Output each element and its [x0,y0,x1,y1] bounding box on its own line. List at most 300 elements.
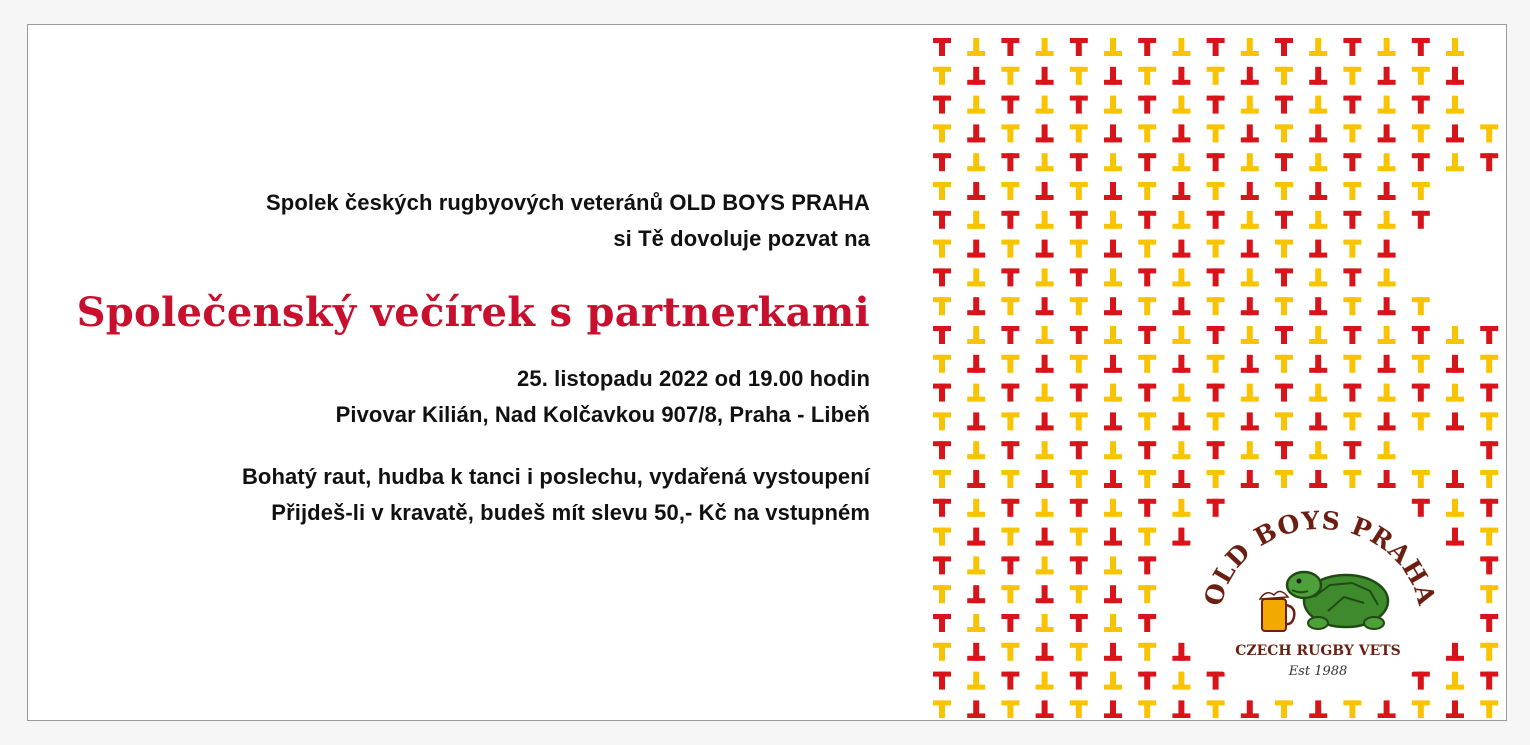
t-glyph-decoration [1138,67,1156,85]
t-glyph-decoration [1138,384,1156,402]
t-glyph-decoration [1001,297,1019,315]
t-glyph-decoration [1241,182,1259,200]
t-glyph-decoration [1172,268,1190,286]
t-glyph-decoration [967,643,985,661]
t-glyph-decoration [1343,384,1361,402]
t-glyph-decoration [933,614,951,632]
t-glyph-decoration [1378,700,1396,718]
t-glyph-decoration [1104,700,1122,718]
t-glyph-decoration [1138,38,1156,56]
t-glyph-decoration [1207,67,1225,85]
t-glyph-decoration [1036,211,1054,229]
t-glyph-decoration [1480,614,1498,632]
t-glyph-decoration [1480,412,1498,430]
t-glyph-decoration [1480,528,1498,546]
t-glyph-decoration [1001,412,1019,430]
t-glyph-decoration [1036,384,1054,402]
t-glyph-decoration [1036,153,1054,171]
discount-line: Přijdeš-li v kravatě, budeš mít slevu 50,- Kč na vstupném [271,500,870,525]
t-glyph-decoration [1001,211,1019,229]
t-glyph-decoration [1275,326,1293,344]
t-glyph-decoration [1207,211,1225,229]
t-glyph-decoration [933,268,951,286]
t-glyph-decoration [1309,355,1327,373]
t-glyph-decoration [1275,412,1293,430]
t-glyph-decoration [1480,124,1498,142]
t-glyph-decoration [1070,528,1088,546]
t-glyph-decoration [1138,672,1156,690]
t-glyph-decoration [1378,153,1396,171]
t-glyph-decoration [1275,470,1293,488]
t-glyph-decoration [1275,67,1293,85]
t-glyph-decoration [1241,297,1259,315]
t-glyph-decoration [1172,38,1190,56]
t-glyph-decoration [1001,182,1019,200]
t-glyph-decoration [1070,297,1088,315]
t-glyph-decoration [1343,211,1361,229]
t-glyph-decoration [1241,384,1259,402]
t-glyph-decoration [1036,240,1054,258]
t-glyph-decoration [933,38,951,56]
t-glyph-decoration [1070,96,1088,114]
t-glyph-decoration [1241,240,1259,258]
t-glyph-decoration [1104,441,1122,459]
t-glyph-decoration [1001,499,1019,517]
t-glyph-decoration [967,38,985,56]
t-glyph-decoration [1378,96,1396,114]
t-glyph-decoration [1207,96,1225,114]
t-glyph-decoration [1138,585,1156,603]
t-glyph-decoration [1412,67,1430,85]
t-glyph-decoration [1172,355,1190,373]
logo-arc-text: OLD BOYS PRAHA [1198,505,1442,609]
t-glyph-decoration [1036,355,1054,373]
t-glyph-decoration [1036,182,1054,200]
t-glyph-decoration [967,211,985,229]
t-glyph-decoration [1446,355,1464,373]
t-glyph-decoration [1378,326,1396,344]
t-glyph-decoration [1036,614,1054,632]
t-glyph-decoration [1343,441,1361,459]
t-glyph-decoration [1001,528,1019,546]
t-glyph-decoration [1138,441,1156,459]
t-glyph-decoration [1104,240,1122,258]
t-glyph-decoration [1138,614,1156,632]
t-glyph-decoration [1104,470,1122,488]
t-glyph-decoration [933,297,951,315]
t-glyph-decoration [1275,96,1293,114]
t-glyph-decoration [1446,470,1464,488]
t-glyph-decoration [1412,182,1430,200]
t-glyph-decoration [1343,153,1361,171]
t-glyph-decoration [1138,700,1156,718]
t-glyph-decoration [967,297,985,315]
t-glyph-decoration [1412,124,1430,142]
t-glyph-decoration [933,643,951,661]
t-glyph-decoration [1378,412,1396,430]
t-glyph-decoration [1001,643,1019,661]
t-glyph-decoration [933,326,951,344]
t-glyph-decoration [1001,614,1019,632]
t-glyph-decoration [933,412,951,430]
t-glyph-decoration [1241,326,1259,344]
t-glyph-decoration [1070,643,1088,661]
t-glyph-decoration [1241,96,1259,114]
logo-established: Est 1988 [1288,664,1348,679]
t-glyph-decoration [1343,297,1361,315]
t-glyph-decoration [1207,700,1225,718]
t-glyph-decoration [1446,384,1464,402]
t-glyph-decoration [1446,124,1464,142]
t-glyph-decoration [1070,326,1088,344]
t-glyph-decoration [1480,470,1498,488]
t-glyph-decoration [1309,441,1327,459]
t-glyph-decoration [1412,38,1430,56]
t-glyph-decoration [1036,268,1054,286]
t-glyph-decoration [1070,556,1088,574]
t-glyph-decoration [1104,268,1122,286]
t-glyph-decoration [1104,556,1122,574]
t-glyph-decoration [967,326,985,344]
t-glyph-decoration [1172,240,1190,258]
t-glyph-decoration [1104,384,1122,402]
t-glyph-decoration [1309,384,1327,402]
t-glyph-decoration [1104,326,1122,344]
t-glyph-decoration [1070,124,1088,142]
t-glyph-decoration [933,528,951,546]
t-glyph-decoration [1070,384,1088,402]
t-glyph-decoration [1480,355,1498,373]
t-glyph-decoration [1241,470,1259,488]
t-glyph-decoration [1001,67,1019,85]
t-glyph-decoration [1070,672,1088,690]
t-glyph-decoration [933,499,951,517]
t-glyph-decoration [1412,412,1430,430]
t-glyph-decoration [967,182,985,200]
t-glyph-decoration [1070,499,1088,517]
t-glyph-decoration [933,672,951,690]
program-line: Bohatý raut, hudba k tanci i poslechu, vydařená vystoupení [241,464,870,489]
t-glyph-decoration [1343,182,1361,200]
t-glyph-decoration [1070,182,1088,200]
t-glyph-decoration [1104,614,1122,632]
t-glyph-decoration [1207,355,1225,373]
t-glyph-decoration [1104,643,1122,661]
t-glyph-decoration [1172,441,1190,459]
t-glyph-decoration [1172,96,1190,114]
t-glyph-decoration [967,355,985,373]
t-glyph-decoration [1378,38,1396,56]
t-glyph-decoration [1343,96,1361,114]
t-glyph-decoration [1309,182,1327,200]
t-glyph-decoration [1446,326,1464,344]
t-glyph-decoration [967,700,985,718]
t-glyph-decoration [1138,297,1156,315]
t-glyph-decoration [967,441,985,459]
t-glyph-decoration [967,528,985,546]
t-glyph-decoration [1036,528,1054,546]
t-glyph-decoration [1207,326,1225,344]
t-glyph-decoration [1104,672,1122,690]
t-glyph-decoration [1343,412,1361,430]
t-glyph-decoration [967,412,985,430]
t-glyph-decoration [933,240,951,258]
t-glyph-decoration [1241,67,1259,85]
t-glyph-decoration [1343,268,1361,286]
t-glyph-decoration [1036,499,1054,517]
t-glyph-decoration [1275,182,1293,200]
t-glyph-decoration [1275,211,1293,229]
t-glyph-decoration [1104,38,1122,56]
t-glyph-decoration [1001,441,1019,459]
t-glyph-decoration [1138,643,1156,661]
t-glyph-decoration [1104,96,1122,114]
t-glyph-decoration [1378,67,1396,85]
old-boys-praha-logo [1168,493,1468,698]
t-glyph-decoration [1138,268,1156,286]
t-glyph-decoration [967,384,985,402]
t-glyph-decoration [1001,470,1019,488]
t-glyph-decoration [1241,268,1259,286]
t-glyph-decoration [967,153,985,171]
t-glyph-decoration [1275,700,1293,718]
t-glyph-decoration [1446,412,1464,430]
t-glyph-decoration [1172,384,1190,402]
t-glyph-decoration [1480,556,1498,574]
t-glyph-decoration [1104,499,1122,517]
t-glyph-decoration [1480,384,1498,402]
t-glyph-decoration [1001,240,1019,258]
t-glyph-decoration [1309,412,1327,430]
t-glyph-decoration [1309,38,1327,56]
t-glyph-decoration [1275,38,1293,56]
invitation-text [50,185,870,531]
t-glyph-decoration [1241,700,1259,718]
t-glyph-decoration [1275,124,1293,142]
t-glyph-decoration [1378,182,1396,200]
t-glyph-decoration [967,96,985,114]
t-glyph-decoration [933,585,951,603]
t-glyph-decoration [1275,384,1293,402]
t-glyph-decoration [1104,124,1122,142]
t-glyph-decoration [1001,556,1019,574]
t-glyph-decoration [1001,672,1019,690]
t-glyph-decoration [1309,153,1327,171]
t-glyph-decoration [1172,153,1190,171]
t-glyph-decoration [1070,585,1088,603]
t-glyph-decoration [1343,124,1361,142]
t-glyph-decoration [1138,153,1156,171]
t-glyph-decoration [1172,67,1190,85]
t-glyph-decoration [1378,268,1396,286]
t-glyph-decoration [1104,297,1122,315]
t-glyph-decoration [1241,441,1259,459]
t-glyph-decoration [1207,441,1225,459]
t-glyph-decoration [1036,67,1054,85]
t-glyph-decoration [1070,268,1088,286]
t-glyph-decoration [967,124,985,142]
t-glyph-decoration [1104,67,1122,85]
t-glyph-decoration [1104,182,1122,200]
t-glyph-decoration [1138,499,1156,517]
t-glyph-decoration [1104,528,1122,546]
t-glyph-decoration [1309,96,1327,114]
t-glyph-decoration [1207,268,1225,286]
t-glyph-decoration [1480,700,1498,718]
t-glyph-decoration [1036,326,1054,344]
t-glyph-decoration [1412,700,1430,718]
t-glyph-decoration [1309,211,1327,229]
t-glyph-decoration [967,499,985,517]
t-glyph-decoration [1343,326,1361,344]
t-glyph-decoration [1138,124,1156,142]
t-glyph-decoration [1412,297,1430,315]
t-glyph-decoration [1412,470,1430,488]
t-glyph-decoration [1275,441,1293,459]
t-glyph-decoration [1480,643,1498,661]
t-glyph-decoration [1309,67,1327,85]
t-glyph-decoration [1446,67,1464,85]
t-glyph-decoration [1480,499,1498,517]
t-glyph-decoration [1172,326,1190,344]
t-glyph-decoration [1480,153,1498,171]
t-glyph-decoration [1343,700,1361,718]
t-glyph-decoration [1070,211,1088,229]
t-glyph-decoration [1070,38,1088,56]
t-glyph-decoration [1138,211,1156,229]
t-glyph-decoration [1275,355,1293,373]
t-glyph-decoration [1275,297,1293,315]
t-glyph-decoration [1207,412,1225,430]
t-glyph-decoration [1309,326,1327,344]
t-glyph-decoration [1138,556,1156,574]
t-glyph-decoration [1070,240,1088,258]
t-glyph-decoration [1412,211,1430,229]
t-glyph-decoration [933,556,951,574]
t-glyph-decoration [1207,124,1225,142]
t-glyph-decoration [1138,182,1156,200]
t-glyph-decoration [1207,153,1225,171]
t-glyph-decoration [1070,67,1088,85]
t-glyph-decoration [1480,441,1498,459]
t-glyph-decoration [1309,240,1327,258]
t-glyph-decoration [933,700,951,718]
t-glyph-decoration [1378,124,1396,142]
t-glyph-decoration [933,441,951,459]
t-glyph-decoration [1001,585,1019,603]
t-glyph-decoration [1207,470,1225,488]
t-glyph-decoration [1036,96,1054,114]
t-glyph-decoration [1104,412,1122,430]
t-glyph-decoration [967,585,985,603]
organizer-line: Spolek českých rugbyových veteránů OLD BOYS PRAHA [266,190,870,215]
t-glyph-decoration [1378,470,1396,488]
t-glyph-decoration [1172,412,1190,430]
t-glyph-decoration [933,384,951,402]
t-glyph-decoration [1275,240,1293,258]
t-glyph-decoration [1343,38,1361,56]
t-glyph-decoration [1309,470,1327,488]
t-glyph-decoration [933,124,951,142]
t-glyph-decoration [1309,297,1327,315]
t-glyph-decoration [1241,153,1259,171]
t-glyph-decoration [1378,211,1396,229]
t-glyph-decoration [1070,355,1088,373]
t-glyph-decoration [967,67,985,85]
t-glyph-decoration [933,355,951,373]
t-glyph-decoration [1070,153,1088,171]
t-glyph-decoration [1172,211,1190,229]
t-glyph-decoration [1241,211,1259,229]
t-glyph-decoration [933,182,951,200]
t-glyph-decoration [1172,124,1190,142]
t-glyph-decoration [1378,297,1396,315]
t-glyph-decoration [1001,355,1019,373]
t-glyph-decoration [1070,700,1088,718]
t-glyph-decoration [1070,470,1088,488]
t-glyph-decoration [1172,182,1190,200]
t-glyph-decoration [1036,441,1054,459]
t-glyph-decoration [1378,441,1396,459]
t-glyph-decoration [1446,96,1464,114]
t-glyph-decoration [1001,96,1019,114]
t-glyph-decoration [1412,355,1430,373]
t-glyph-decoration [1001,326,1019,344]
t-glyph-decoration [933,96,951,114]
t-glyph-decoration [1070,441,1088,459]
t-glyph-decoration [967,672,985,690]
logo-subtitle: CZECH RUGBY VETS [1235,643,1401,659]
t-glyph-decoration [1172,700,1190,718]
t-glyph-decoration [1309,268,1327,286]
t-glyph-decoration [1343,470,1361,488]
t-glyph-decoration [1207,240,1225,258]
t-glyph-decoration [1138,96,1156,114]
t-glyph-decoration [1207,38,1225,56]
t-glyph-decoration [1036,585,1054,603]
t-glyph-decoration [1412,384,1430,402]
t-glyph-decoration [1309,700,1327,718]
t-glyph-decoration [1070,412,1088,430]
t-glyph-decoration [1104,153,1122,171]
t-glyph-decoration [1001,153,1019,171]
t-glyph-decoration [1172,470,1190,488]
t-glyph-decoration [1036,124,1054,142]
t-glyph-decoration [1172,297,1190,315]
t-glyph-decoration [1480,326,1498,344]
t-glyph-decoration [1036,38,1054,56]
t-glyph-decoration [1378,240,1396,258]
event-title: Společenský večírek s partnerkami [76,289,870,336]
t-glyph-decoration [1378,355,1396,373]
t-glyph-decoration [1446,700,1464,718]
t-glyph-decoration [1036,556,1054,574]
t-glyph-decoration [1138,412,1156,430]
t-glyph-decoration [1138,528,1156,546]
t-glyph-decoration [1036,412,1054,430]
t-glyph-decoration [1070,614,1088,632]
t-glyph-decoration [1241,124,1259,142]
t-glyph-decoration [1446,38,1464,56]
t-glyph-decoration [1343,240,1361,258]
t-glyph-decoration [967,556,985,574]
t-glyph-decoration [1207,182,1225,200]
t-glyph-decoration [933,153,951,171]
t-glyph-decoration [1104,211,1122,229]
venue-line: Pivovar Kilián, Nad Kolčavkou 907/8, Praha - Libeň [335,402,870,427]
t-glyph-decoration [1036,700,1054,718]
t-glyph-decoration [1241,412,1259,430]
